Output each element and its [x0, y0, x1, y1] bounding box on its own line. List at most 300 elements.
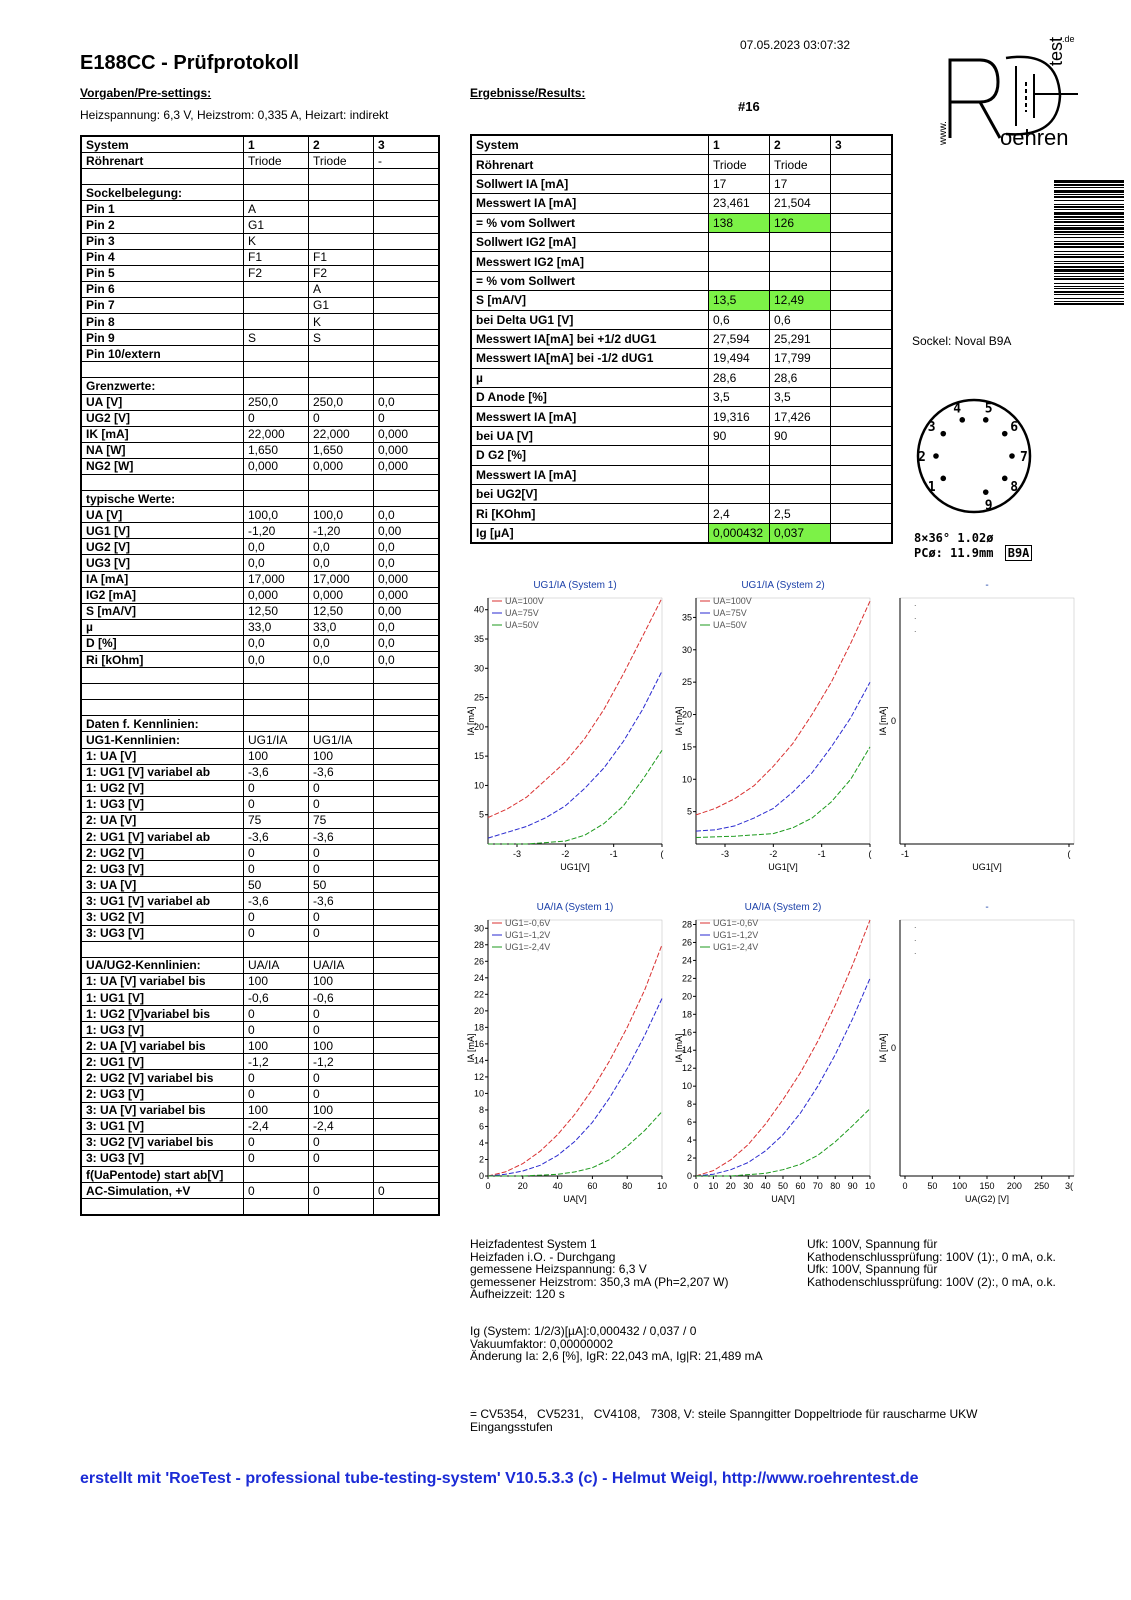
- row-label: Pin 7: [81, 297, 244, 313]
- socket-type-badge: B9A: [1005, 545, 1033, 561]
- table-cell: [309, 474, 374, 490]
- legend-entry: UG1=-1,2V: [713, 930, 759, 940]
- table-cell: 0,000: [309, 458, 374, 474]
- socket-pin-label: 5: [984, 401, 993, 417]
- table-cell: 0,000: [374, 426, 440, 442]
- table-cell: [831, 485, 893, 504]
- table-cell: F2: [309, 265, 374, 281]
- barcode-bar: [1054, 216, 1124, 218]
- row-label: 3: UA [V] variabel bis: [81, 1102, 244, 1118]
- svg-text:www.: www.: [938, 121, 949, 145]
- y-tick-label: 14: [681, 1045, 692, 1056]
- table-cell: [244, 684, 309, 700]
- table-cell: [374, 877, 440, 893]
- row-label: bei UG2[V]: [471, 485, 709, 504]
- table-cell: 0,000: [374, 587, 440, 603]
- table-cell: Triode: [770, 155, 831, 174]
- barcode-bar: [1054, 266, 1124, 268]
- table-cell: 100: [309, 1102, 374, 1118]
- x-tick-label: (: [868, 849, 872, 859]
- row-label: Sollwert IG2 [mA]: [471, 232, 709, 251]
- y-axis-label: IA [mA]: [878, 1033, 888, 1063]
- table-cell: [309, 169, 374, 185]
- x-tick-label: -3: [720, 849, 730, 859]
- row-label: µ: [81, 619, 244, 635]
- row-label: System: [81, 136, 244, 153]
- y-tick-label: 6: [686, 1117, 692, 1128]
- row-label: Messwert IA[mA] bei -1/2 dUG1: [471, 349, 709, 368]
- table-cell: 0,0: [244, 635, 309, 651]
- legend-entry: UG1=-2,4V: [713, 942, 759, 952]
- table-cell: [244, 668, 309, 684]
- table-cell: [374, 1070, 440, 1086]
- table-cell: [831, 407, 893, 426]
- timestamp: 07.05.2023 03:07:32: [740, 38, 851, 52]
- barcode-bar: [1054, 273, 1124, 274]
- row-label: 1: UA [V]: [81, 748, 244, 764]
- results-heading: Ergebnisse/Results:: [470, 86, 586, 100]
- table-cell: 0: [244, 925, 309, 941]
- table-cell: 90: [709, 426, 770, 445]
- table-cell: S: [309, 330, 374, 346]
- table-row: [81, 1199, 439, 1216]
- table-cell: 0: [309, 909, 374, 925]
- table-cell: [244, 700, 309, 716]
- barcode-bar: [1054, 303, 1124, 305]
- table-row: [471, 426, 892, 445]
- table-cell: [374, 700, 440, 716]
- row-label: µ: [471, 368, 709, 387]
- row-label: Messwert IA [mA]: [471, 465, 709, 484]
- table-cell: [374, 474, 440, 490]
- series-line: [696, 682, 870, 831]
- table-row: [81, 941, 439, 957]
- table-cell: [374, 1134, 440, 1150]
- table-row: [81, 780, 439, 796]
- table-cell: 12,50: [244, 603, 309, 619]
- row-label: UG1 [V]: [81, 523, 244, 539]
- x-tick-label: 100: [952, 1181, 968, 1191]
- socket-pin-label: 2: [918, 450, 926, 465]
- barcode-bar: [1054, 283, 1124, 284]
- plot-area: [488, 598, 662, 844]
- row-label: Messwert IA [mA]: [471, 194, 709, 213]
- table-row: [81, 668, 439, 684]
- table-cell: 0,000: [374, 571, 440, 587]
- y-tick-label: 30: [473, 923, 484, 934]
- logo-graphic: [940, 30, 1080, 150]
- table-row: [81, 297, 439, 313]
- table-cell: [831, 426, 893, 445]
- plot-area: [488, 920, 662, 1176]
- table-cell: 0: [244, 1006, 309, 1022]
- row-label: NG2 [W]: [81, 458, 244, 474]
- table-cell: 100: [309, 1038, 374, 1054]
- y-tick-label: 24: [473, 972, 484, 983]
- table-cell: 0: [309, 1150, 374, 1166]
- table-cell: 0: [244, 1183, 309, 1199]
- table-cell: [309, 491, 374, 507]
- table-cell: -1,20: [244, 523, 309, 539]
- table-row: [81, 1054, 439, 1070]
- series-line: [696, 978, 870, 1176]
- table-cell: [374, 684, 440, 700]
- y-axis-label: IA [mA]: [466, 706, 476, 736]
- table-row: [81, 1006, 439, 1022]
- table-cell: 100: [244, 1038, 309, 1054]
- table-row: [81, 652, 439, 668]
- row-label: [81, 1199, 244, 1216]
- row-label: 3: UG2 [V]: [81, 909, 244, 925]
- y-tick-label: 40: [473, 604, 484, 615]
- row-label: Messwert IA [mA]: [471, 407, 709, 426]
- table-row: [471, 232, 892, 251]
- barcode-bar: [1054, 291, 1124, 293]
- legend-entry: .: [914, 611, 917, 621]
- cathode-short-notes: Ufk: 100V, Spannung für Kathodenschlussprüfung: 100V (1):, 0 mA, o.k. Ufk: 100V, Spannung für Kathodenschlussprüfung: 100V (2):, 0 mA, o.k.: [807, 1237, 1056, 1289]
- table-cell: -1,2: [309, 1054, 374, 1070]
- plot-area: [900, 920, 1074, 1176]
- y-tick-label: 2: [686, 1153, 692, 1164]
- table-cell: 75: [309, 812, 374, 828]
- x-tick-label: 60: [587, 1181, 598, 1191]
- series-line: [696, 920, 870, 1176]
- table-cell: 0,0: [309, 652, 374, 668]
- table-cell: [244, 281, 309, 297]
- table-cell: -3,6: [244, 829, 309, 845]
- table-cell: 0: [244, 780, 309, 796]
- chart-title: UG1/IA (System 1): [533, 580, 617, 591]
- y-tick-label: 26: [473, 956, 484, 967]
- table-cell: [831, 174, 893, 193]
- table-cell: [831, 271, 893, 290]
- table-row: [81, 185, 439, 201]
- table-cell: [374, 1102, 440, 1118]
- table-cell: -2,4: [244, 1118, 309, 1134]
- table-cell: 19,494: [709, 349, 770, 368]
- table-cell: 100: [244, 748, 309, 764]
- socket-caption-pitch: [914, 546, 1032, 560]
- table-cell: [374, 185, 440, 201]
- table-cell: 28,6: [770, 368, 831, 387]
- grid-current-notes: Ig (System: 1/2/3)[µA]:0,000432 / 0,037 / 0 Vakuumfaktor: 0,00000002 Änderung Ia: 2,6 [%], IgR: 22,043 mA, Ig|R: 21,489 mA: [470, 1324, 763, 1363]
- table-cell: 100,0: [244, 507, 309, 523]
- row-label: [81, 941, 244, 957]
- row-label: Röhrenart: [471, 155, 709, 174]
- x-tick-label: 0: [485, 1181, 491, 1191]
- legend-entry: UA=100V: [505, 596, 544, 606]
- table-row: [81, 989, 439, 1005]
- barcode-bar: [1054, 187, 1124, 188]
- table-cell: [374, 893, 440, 909]
- chart-ug1-system1: [466, 576, 666, 886]
- table-cell: -2,4: [309, 1118, 374, 1134]
- table-cell: [374, 378, 440, 394]
- y-tick-label: 18: [473, 1022, 484, 1033]
- chart-ug1-system3: [878, 576, 1078, 886]
- series-line: [488, 750, 662, 844]
- y-tick-label: 4: [478, 1137, 484, 1148]
- barcode-graphic: [1054, 180, 1124, 306]
- table-cell: 0: [244, 1086, 309, 1102]
- table-row: [81, 169, 439, 185]
- barcode-bar: [1054, 286, 1124, 287]
- table-cell: 0,000432: [709, 523, 770, 543]
- table-cell: 250,0: [244, 394, 309, 410]
- heater-test-notes: Heizfadentest System 1 Heizfaden i.O. - Durchgang gemessene Heizspannung: 6,3 V gemessener Heizstrom: 350,3 mA (Ph=2,207 W) Aufheizzeit: 120 s: [470, 1237, 729, 1301]
- table-cell: [831, 504, 893, 523]
- barcode-bar: [1054, 204, 1124, 205]
- y-tick-label: 5: [478, 809, 484, 820]
- table-cell: [374, 780, 440, 796]
- table-cell: 0: [374, 410, 440, 426]
- table-cell: 33,0: [309, 619, 374, 635]
- table-row: [81, 587, 439, 603]
- table-cell: 17,426: [770, 407, 831, 426]
- table-cell: 0,6: [709, 310, 770, 329]
- table-cell: 250,0: [309, 394, 374, 410]
- table-row: [81, 684, 439, 700]
- table-cell: UG1/IA: [244, 732, 309, 748]
- table-cell: 0,0: [374, 619, 440, 635]
- table-cell: [374, 732, 440, 748]
- barcode-bar: [1054, 254, 1124, 255]
- legend-entry: UA=100V: [713, 596, 752, 606]
- chart-ua-system3: [878, 898, 1078, 1218]
- legend-entry: .: [914, 598, 917, 608]
- table-cell: 2,5: [770, 504, 831, 523]
- row-label: 1: UG3 [V]: [81, 796, 244, 812]
- table-cell: [374, 265, 440, 281]
- table-cell: [374, 796, 440, 812]
- y-tick-label: 22: [473, 989, 484, 1000]
- row-label: Pin 9: [81, 330, 244, 346]
- table-cell: 12,50: [309, 603, 374, 619]
- barcode-bar: [1054, 221, 1124, 223]
- row-label: [81, 169, 244, 185]
- barcode-bar: [1054, 194, 1124, 195]
- table-row: [471, 504, 892, 523]
- y-tick-label: 6: [478, 1121, 484, 1132]
- barcode-bar: [1054, 269, 1124, 272]
- y-tick-label: 0: [478, 1171, 484, 1181]
- x-tick-label: -3: [512, 849, 522, 859]
- row-label: UG1-Kennlinien:: [81, 732, 244, 748]
- table-cell: K: [309, 314, 374, 330]
- legend-entry: UG1=-0,6V: [713, 918, 759, 928]
- table-cell: [309, 185, 374, 201]
- table-cell: 2: [770, 135, 831, 155]
- row-label: 2: UG2 [V] variabel bis: [81, 1070, 244, 1086]
- barcode-bar: [1054, 294, 1124, 295]
- socket-pin-label: 1: [927, 479, 936, 495]
- barcode-bar: [1054, 301, 1124, 302]
- table-cell: 0,00: [374, 523, 440, 539]
- x-tick-label: 30: [743, 1181, 754, 1191]
- table-cell: 126: [770, 213, 831, 232]
- table-row: [471, 485, 892, 504]
- series-line: [488, 999, 662, 1177]
- socket-pinout: [912, 392, 1042, 522]
- table-cell: -: [374, 153, 440, 169]
- row-label: System: [471, 135, 709, 155]
- y-tick-label: 22: [681, 973, 692, 984]
- y-tick-label: 30: [681, 644, 692, 655]
- table-cell: Triode: [309, 153, 374, 169]
- row-label: 2: UG3 [V]: [81, 861, 244, 877]
- table-cell: [374, 909, 440, 925]
- table-row: [81, 362, 439, 378]
- table-cell: [831, 329, 893, 348]
- row-label: 2: UA [V] variabel bis: [81, 1038, 244, 1054]
- table-cell: 0: [244, 1150, 309, 1166]
- table-cell: 0: [244, 909, 309, 925]
- row-label: 3: UG3 [V]: [81, 1150, 244, 1166]
- barcode-bar: [1054, 190, 1124, 193]
- table-cell: 0,0: [374, 555, 440, 571]
- y-tick-label: 10: [681, 774, 692, 785]
- table-cell: [831, 446, 893, 465]
- table-cell: 0,0: [309, 539, 374, 555]
- table-cell: 0: [309, 780, 374, 796]
- table-cell: [309, 362, 374, 378]
- x-tick-label: 3(: [1064, 1181, 1074, 1191]
- table-cell: 0: [244, 861, 309, 877]
- presettings-heading: Vorgaben/Pre-settings:: [80, 86, 212, 100]
- table-row: [81, 748, 439, 764]
- table-cell: [831, 368, 893, 387]
- x-tick-label: 10: [708, 1181, 719, 1191]
- table-cell: 23,461: [709, 194, 770, 213]
- chart-ug1-system2: [674, 576, 874, 886]
- socket-pin-label: 9: [984, 498, 993, 514]
- row-label: 2: UG2 [V]: [81, 845, 244, 861]
- series-line: [488, 598, 662, 818]
- table-cell: -0,6: [309, 989, 374, 1005]
- y-tick-label: 24: [681, 955, 692, 966]
- table-cell: [374, 1038, 440, 1054]
- row-label: Sollwert IA [mA]: [471, 174, 709, 193]
- table-cell: [309, 668, 374, 684]
- row-label: Ig [µA]: [471, 523, 709, 543]
- table-cell: K: [244, 233, 309, 249]
- table-cell: [831, 291, 893, 310]
- socket-pitch-text: PCø: 11.9mm: [914, 546, 994, 560]
- table-cell: F2: [244, 265, 309, 281]
- table-cell: 0: [309, 1134, 374, 1150]
- table-cell: 0,0: [309, 635, 374, 651]
- table-row: [81, 732, 439, 748]
- row-label: Röhrenart: [81, 153, 244, 169]
- table-cell: [374, 314, 440, 330]
- row-label: Pin 1: [81, 201, 244, 217]
- table-cell: [374, 748, 440, 764]
- x-axis-label: UA(G2) [V]: [964, 1194, 1010, 1204]
- x-tick-label: 10: [656, 1181, 668, 1191]
- table-cell: [770, 232, 831, 251]
- x-tick-label: 90: [847, 1181, 858, 1191]
- socket-pin: [1002, 476, 1008, 482]
- table-row: [81, 330, 439, 346]
- table-cell: 0,0: [374, 507, 440, 523]
- table-row: [471, 368, 892, 387]
- barcode-bar: [1054, 200, 1124, 201]
- table-row: [81, 1022, 439, 1038]
- table-cell: -0,6: [244, 989, 309, 1005]
- x-tick-label: (: [660, 849, 664, 859]
- table-cell: 17: [709, 174, 770, 193]
- table-cell: 17,000: [244, 571, 309, 587]
- barcode-bar: [1054, 234, 1124, 235]
- socket-pin-label: 7: [1020, 450, 1028, 465]
- table-cell: 50: [309, 877, 374, 893]
- row-label: Sockelbelegung:: [81, 185, 244, 201]
- presettings-table: [80, 135, 440, 1216]
- x-tick-label: 20: [517, 1181, 528, 1191]
- table-cell: [770, 446, 831, 465]
- x-axis-label: UA[V]: [771, 1194, 795, 1204]
- table-cell: 0: [309, 861, 374, 877]
- series-line: [488, 671, 662, 838]
- table-cell: 0,000: [309, 587, 374, 603]
- socket-pin: [940, 476, 946, 482]
- table-cell: [309, 716, 374, 732]
- y-tick-label: 5: [686, 806, 692, 817]
- table-cell: [374, 169, 440, 185]
- x-tick-label: 70: [812, 1181, 823, 1191]
- chart-title: UG1/IA (System 2): [741, 580, 825, 591]
- table-cell: 90: [770, 426, 831, 445]
- table-row: [81, 861, 439, 877]
- y-tick-label: 14: [473, 1055, 484, 1066]
- legend-entry: UA=75V: [713, 608, 747, 618]
- table-row: [81, 716, 439, 732]
- row-label: 1: UG1 [V] variabel ab: [81, 764, 244, 780]
- table-cell: [244, 185, 309, 201]
- barcode-bar: [1054, 261, 1124, 262]
- legend-entry: UA=50V: [505, 620, 539, 630]
- table-cell: 27,594: [709, 329, 770, 348]
- y-tick-label: 0: [890, 1043, 896, 1053]
- table-cell: [244, 491, 309, 507]
- table-cell: 17: [770, 174, 831, 193]
- table-cell: 50: [244, 877, 309, 893]
- x-axis-label: UG1[V]: [560, 862, 590, 872]
- table-row: [81, 1038, 439, 1054]
- table-row: [81, 507, 439, 523]
- table-cell: [374, 233, 440, 249]
- table-row: [81, 153, 439, 169]
- table-cell: 2: [309, 136, 374, 153]
- y-tick-label: 20: [681, 991, 692, 1002]
- x-tick-label: 60: [795, 1181, 806, 1191]
- table-row: [471, 252, 892, 271]
- table-row: [471, 407, 892, 426]
- table-cell: 0: [309, 1183, 374, 1199]
- table-row: [81, 1070, 439, 1086]
- y-tick-label: 8: [478, 1104, 484, 1115]
- table-row: [81, 1183, 439, 1199]
- y-tick-label: 15: [681, 741, 692, 752]
- table-cell: 0: [244, 1070, 309, 1086]
- table-cell: [374, 1022, 440, 1038]
- y-axis-label: IA [mA]: [466, 1033, 476, 1063]
- table-cell: 0,037: [770, 523, 831, 543]
- x-tick-label: 80: [622, 1181, 633, 1191]
- table-cell: [374, 297, 440, 313]
- results-table: [470, 134, 893, 544]
- row-label: D G2 [%]: [471, 446, 709, 465]
